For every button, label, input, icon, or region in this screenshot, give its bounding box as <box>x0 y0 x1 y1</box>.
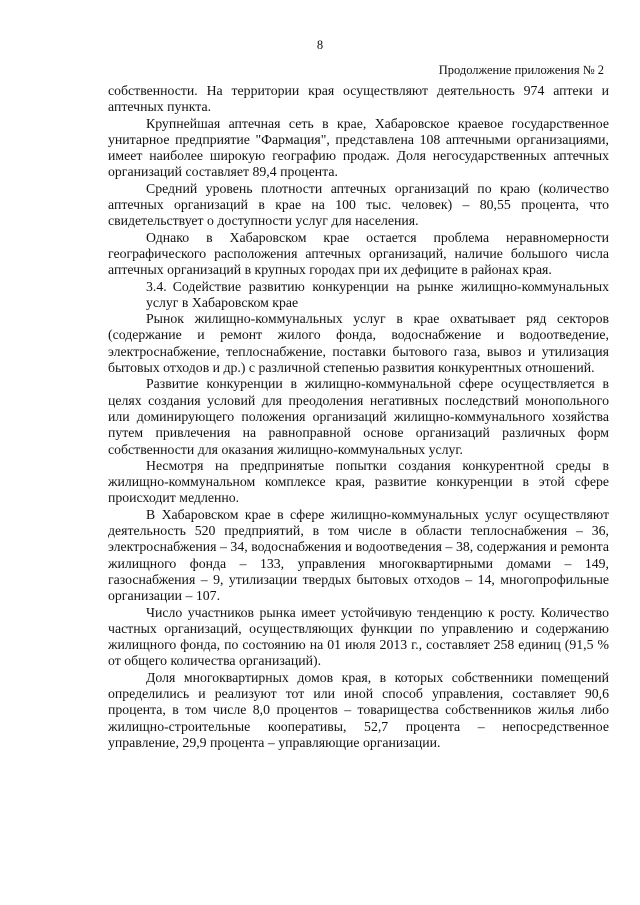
paragraph: Несмотря на предпринятые попытки создания конкурентной среды в жилищно-коммунальном комплексе края, развитие конкуренции в этой сфере происходит медленно. <box>108 457 609 506</box>
paragraph: Доля многоквартирных домов края, в которых собственники помещений определились и реализуют тот или иной способ управления, составляет 90,6 процента, в том числе 8,0 процентов – товарищества собственников жилья либо жилищно-строительные кооперативы, 52,7 процента – непосредственное управление, 29,9 процента – управляющие организации. <box>108 669 609 750</box>
section-heading <box>108 279 609 312</box>
paragraph: собственности. На территории края осуществляют деятельность 974 аптеки и аптечных пункта. <box>108 83 609 115</box>
paragraph: Рынок жилищно-коммунальных услуг в крае охватывает ряд секторов (содержание и ремонт жилого фонда, водоснабжение и водоотведение, электроснабжение, теплоснабжение, поставки бытового газа, вывоз и утилизация бытовых отходов и др.) с различной степенью развития конкурентных отношений. <box>108 311 609 376</box>
paragraph: Однако в Хабаровском крае остается проблема неравномерности географического расположения аптечных организаций, наличие большого числа аптечных организаций в крупных городах при их дефиците в районах края. <box>108 229 609 278</box>
section-title: Содействие развитию конкуренции на рынке жилищно-коммунальных услуг в Хабаровском крае <box>146 278 609 310</box>
paragraph: Средний уровень плотности аптечных организаций по краю (количество аптечных организаций в крае на 100 тыс. человек) – 80,55 процента, что свидетельствует о доступности услуг для населения. <box>108 180 609 229</box>
appendix-note: Продолжение приложения № 2 <box>438 63 604 77</box>
paragraph: В Хабаровском крае в сфере жилищно-коммунальных услуг осуществляют деятельность 520 предприятий, в том числе в области теплоснабжения – 36, электроснабжения – 34, водоснабжения и водоотведения – 38, содержания и ремонта жилищного фонда – 133, управления многоквартирными домами – 149, газоснабжения – 9, утилизации твердых бытовых отходов – 14, многопрофильные организации – 107. <box>108 506 609 604</box>
document-body <box>108 83 609 751</box>
paragraph: Развитие конкуренции в жилищно-коммунальной сфере осуществляется в целях создания условий для преодоления негативных последствий монопольного или доминирующего положения организаций жилищно-коммунального хозяйства путем привлечения на равноправной основе организаций различных форм собственности для оказания жилищно-коммунальных услуг. <box>108 376 609 457</box>
section-number: 3.4. <box>146 278 167 294</box>
paragraph: Число участников рынка имеет устойчивую тенденцию к росту. Количество частных организаций, осуществляющих функции по управлению и содержанию жилищного фонда, по состоянию на 01 июля 2013 г., составляет 258 единиц (91,5 % от общего количества организаций). <box>108 604 609 669</box>
paragraph: Крупнейшая аптечная сеть в крае, Хабаровское краевое государственное унитарное предприятие "Фармация", представлена 108 аптечными организациями, имеет наиболее широкую географию продаж. Доля негосударственных аптечных организаций составляет 89,4 процента. <box>108 115 609 180</box>
page-number: 8 <box>316 38 324 52</box>
